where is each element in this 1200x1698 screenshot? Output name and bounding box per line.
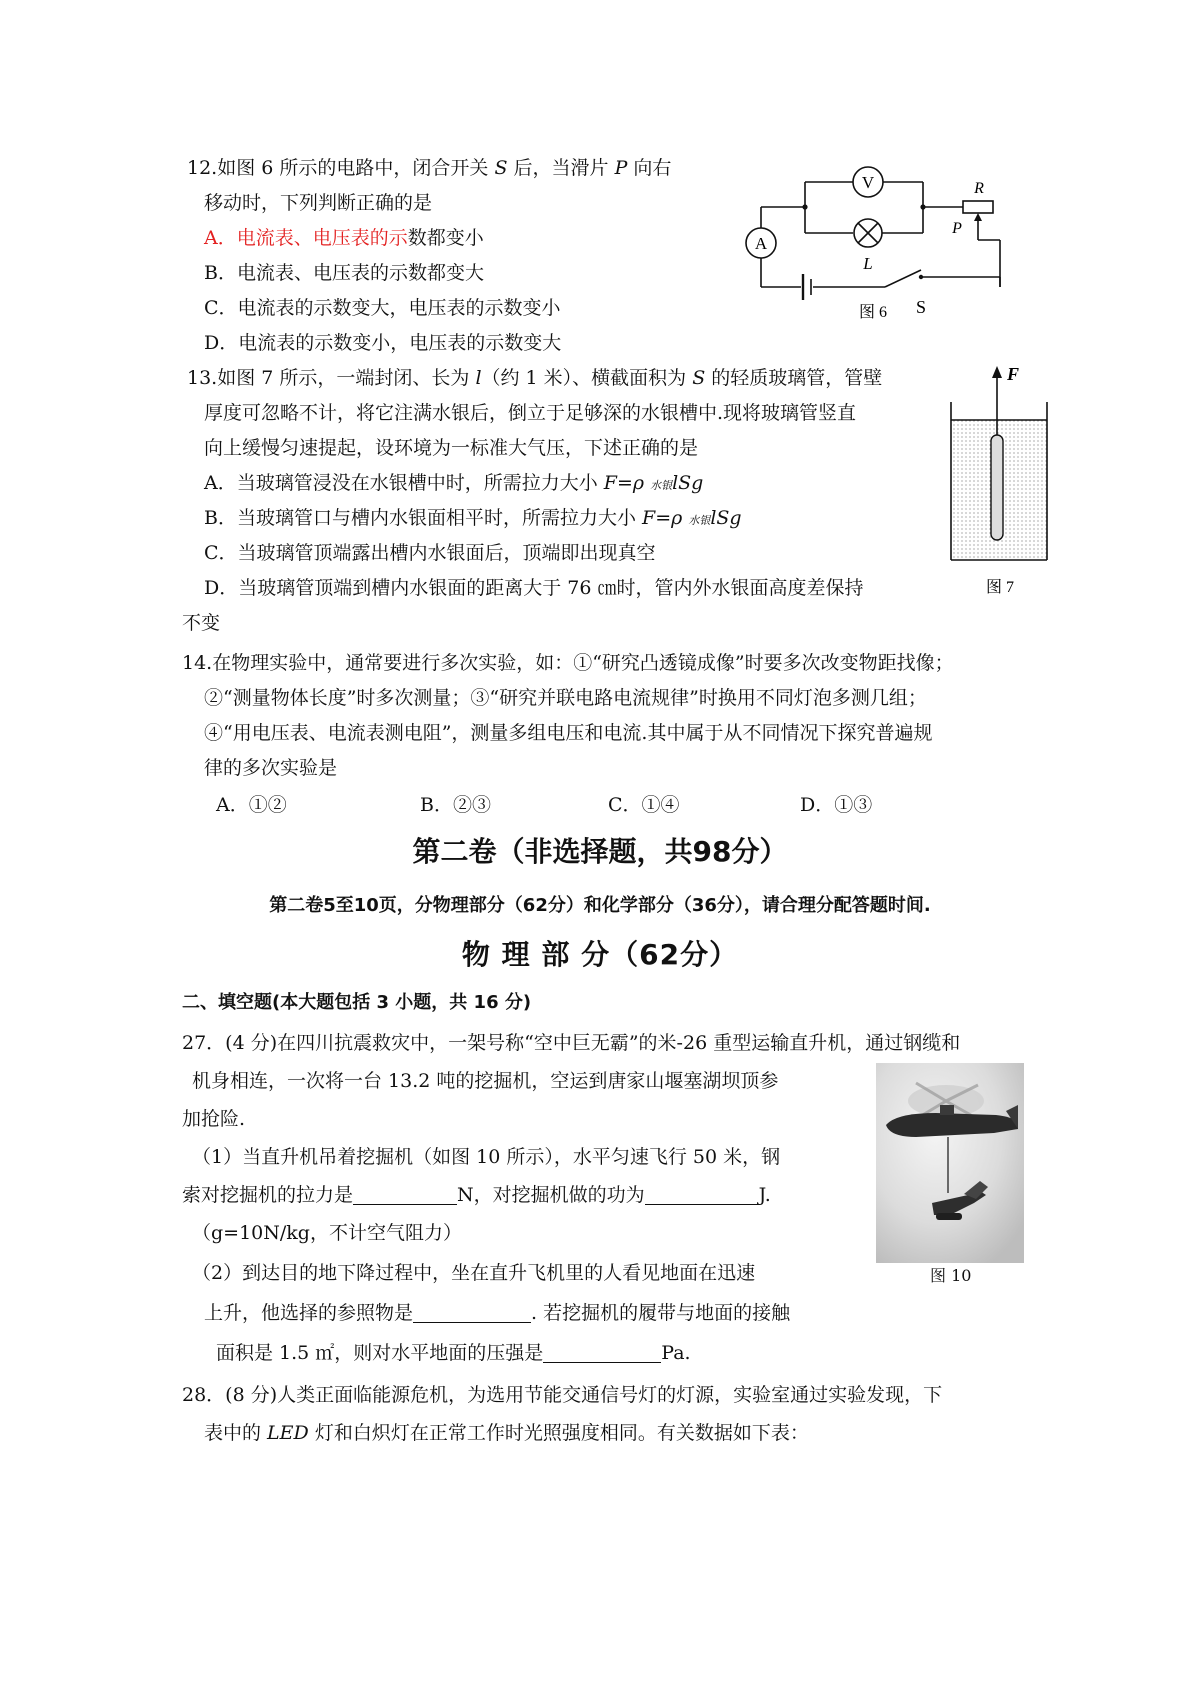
part2-note: 第二卷5至10页，分物理部分（62分）和化学部分（36分），请合理分配答题时间. [269, 895, 931, 916]
force-arrow-icon [992, 366, 1002, 378]
lamp-label: L [863, 254, 873, 273]
q13-option-d-continued: 不变 [182, 612, 221, 634]
q14-stem: 14.在物理实验中，通常要进行多次实验，如：①“研究凸透镜成像”时要多次改变物距找像； [182, 652, 954, 674]
q14-stem-line4: 律的多次实验是 [204, 757, 338, 779]
q27-part2-line2: 上升，他选择的参照物是 . 若挖掘机的履带与地面的接触 [204, 1302, 791, 1324]
voltmeter-label: V [861, 173, 875, 192]
fill-in-section-heading: 二、填空题(本大题包括 3 小题，共 16 分) [182, 992, 532, 1013]
q13-option-c: C．当玻璃管顶端露出槽内水银面后，顶端即出现真空 [204, 542, 656, 564]
fig7-caption: 图 7 [985, 579, 1015, 596]
q14-option-b: B．②③ [420, 794, 491, 816]
part2-title: 第二卷（非选择题，共98分） [412, 835, 788, 868]
fig10-caption: 图 10 [930, 1266, 972, 1285]
q27-part2-line3: 面积是 1.5 ㎡，则对水平地面的压强是 Pa. [216, 1342, 691, 1364]
q27-part1: （1）当直升机吊着挖掘机（如图 10 所示），水平匀速飞行 50 米，钢 [192, 1146, 781, 1168]
q14-option-c: C．①④ [608, 794, 680, 816]
circuit-diagram-fig6 [725, 160, 1015, 330]
q28-stem: 28．(8 分)人类正面临能源危机，为选用节能交通信号灯的灯源，实验室通过实验发现，下 [182, 1384, 943, 1406]
q13-stem: 13.如图 7 所示，一端封闭、长为 l（约 1 米）、横截面积为 S 的轻质玻璃管，管壁 [187, 367, 883, 389]
answer-blank-work[interactable] [645, 1184, 759, 1205]
fig6-caption: 图 6 [858, 304, 888, 321]
rheostat-label: R [974, 180, 984, 197]
q13-option-a: A．当玻璃管浸没在水银槽中时，所需拉力大小 F=ρ 水银lSg [204, 472, 704, 494]
q13-option-d: D．当玻璃管顶端到槽内水银面的距离大于 76 ㎝时，管内外水银面高度差保持 [204, 577, 864, 599]
slider-arrow-icon [974, 213, 982, 221]
q14-option-d: D．①③ [800, 794, 873, 816]
q27-stem-line2: 机身相连，一次将一台 13.2 吨的挖掘机，空运到唐家山堰塞湖坝顶参 [192, 1070, 779, 1092]
q27-part2: （2）到达目的地下降过程中，坐在直升飞机里的人看见地面在迅速 [192, 1262, 756, 1284]
answer-blank-force[interactable] [353, 1184, 457, 1205]
q27-stem-line3: 加抢险. [182, 1108, 246, 1130]
q27-part1-line2: 索对挖掘机的拉力是 N，对挖掘机做的功为 J. [182, 1184, 771, 1206]
q13-option-b: B．当玻璃管口与槽内水银面相平时，所需拉力大小 F=ρ 水银lSg [204, 507, 742, 529]
switch-label: S [915, 297, 927, 317]
q28-stem-line2: 表中的 LED 灯和白炽灯在正常工作时光照强度相同。有关数据如下表： [204, 1422, 809, 1444]
ammeter-label: A [754, 234, 768, 253]
glass-tube [991, 435, 1003, 540]
q13-stem-line2: 厚度可忽略不计，将它注满水银后，倒立于足够深的水银槽中.现将玻璃管竖直 [204, 402, 857, 424]
slider-label: P [952, 220, 962, 237]
q12-option-c: C．电流表的示数变大，电压表的示数变小 [204, 297, 561, 319]
q14-stem-line3: ④“用电压表、电流表测电阻”，测量多组电压和电流.其中属于从不同情况下探究普遍规 [204, 722, 933, 744]
physics-section-title: 物 理 部 分（62分） [461, 938, 739, 971]
q12-option-b: B．电流表、电压表的示数都变大 [204, 262, 484, 284]
q12-stem-line2: 移动时，下列判断正确的是 [204, 192, 433, 214]
q13-stem-line3: 向上缓慢匀速提起，设环境为一标准大气压，下述正确的是 [204, 437, 699, 459]
answer-blank-reference[interactable] [413, 1302, 531, 1323]
q27-part1-note: （g=10N/kg，不计空气阻力） [192, 1222, 462, 1244]
force-label: F [1007, 364, 1020, 384]
q27-stem: 27．(4 分)在四川抗震救灾中，一架号称“空中巨无霸”的米-26 重型运输直升机，通过钢缆和 [182, 1032, 961, 1054]
q14-option-a: A．①② [216, 794, 287, 816]
q12-stem: 12.如图 6 所示的电路中，闭合开关 S 后，当滑片 P 向右 [187, 157, 672, 179]
q14-stem-line2: ②“测量物体长度”时多次测量；③“研究并联电路电流规律”时换用不同灯泡多测几组； [204, 687, 927, 709]
answer-blank-pressure[interactable] [543, 1342, 661, 1363]
mercury-tube-fig7 [945, 360, 1055, 600]
q12-option-a: A．电流表、电压表的示数都变小 [204, 227, 484, 249]
q12-option-d: D．电流表的示数变小，电压表的示数变大 [204, 332, 562, 354]
helicopter-photo-fig10 [876, 1063, 1024, 1263]
